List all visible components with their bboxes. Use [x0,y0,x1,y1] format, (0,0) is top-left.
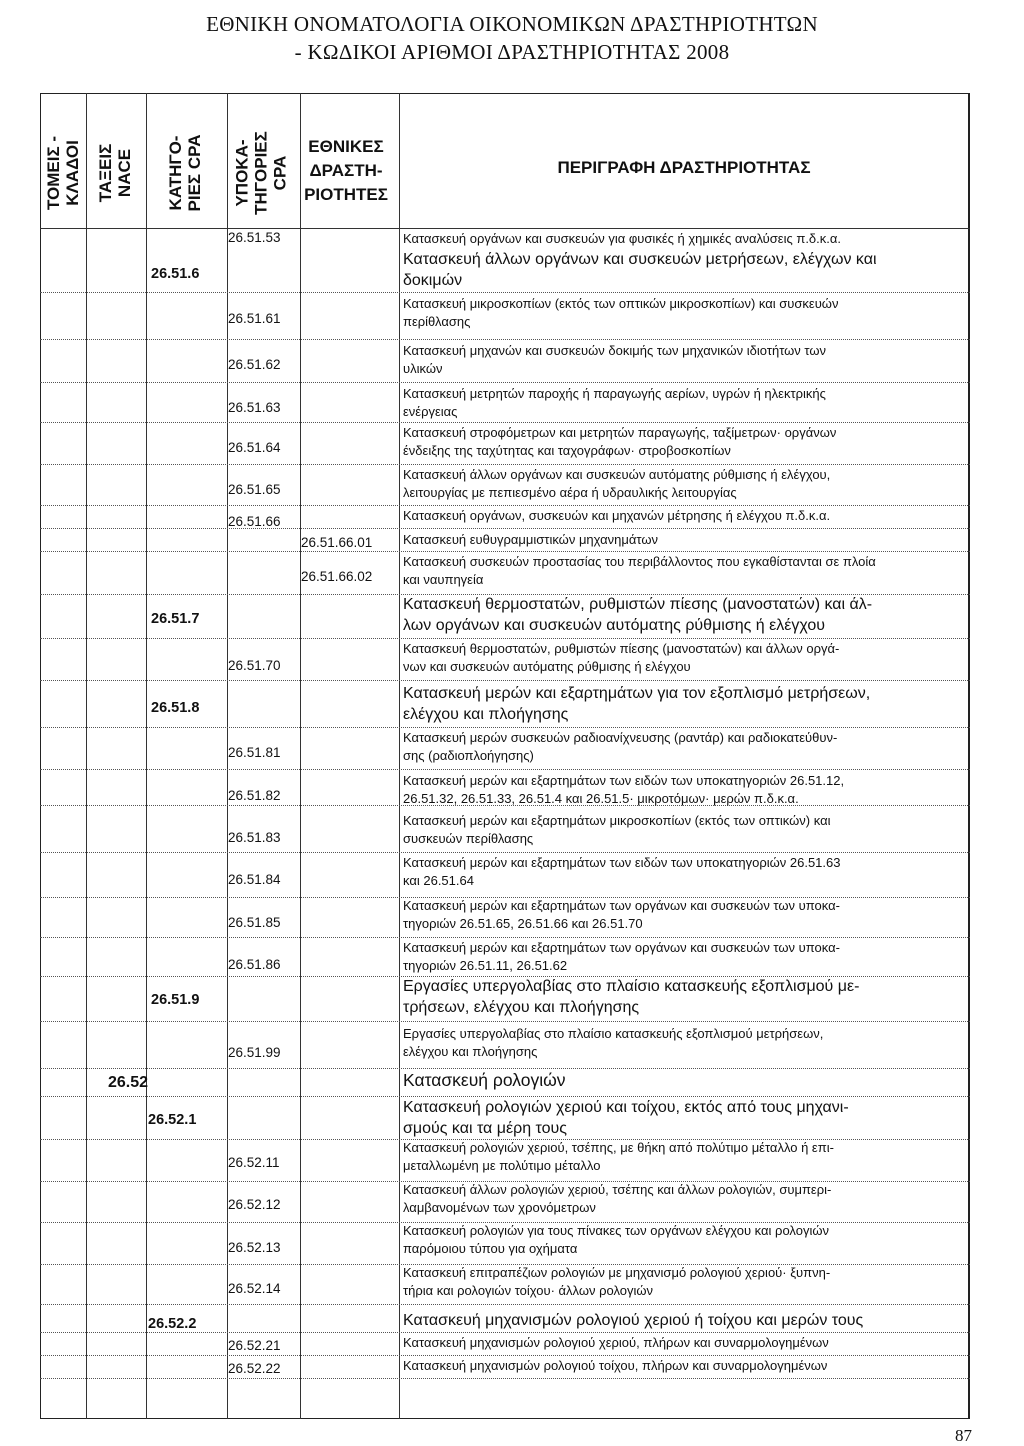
activity-code: 26.52.21 [228,1338,281,1353]
activity-description: Κατασκευή ευθυγραμμιστικών μηχανημάτων [403,532,658,547]
activity-description: Κατασκευή άλλων οργάνων και συσκευών αυτόματης ρύθμισης ή ελέγχου, λειτουργίας με πεπιεσμένο αέρα ή υδραυλικής λειτουργίας [403,467,831,500]
activity-code: 26.51.84 [228,872,281,887]
activity-code: 26.51.85 [228,915,281,930]
activity-code: 26.51.82 [228,788,281,803]
activity-code: 26.51.6 [151,266,200,282]
activity-description: Εργασίες υπεργολαβίας στο πλαίσιο κατασκευής εξοπλισμού μετρήσεων, ελέγχου και πλοήγησης [403,1026,824,1059]
row-separator [40,769,970,770]
row-separator [40,339,970,340]
activity-code: 26.51.66.01 [301,535,373,550]
activity-code: 26.51.70 [228,658,281,673]
row-separator [40,638,970,639]
document-title: ΕΘΝΙΚΗ ΟΝΟΜΑΤΟΛΟΓΙΑ ΟΙΚΟΝΟΜΙΚΩΝ ΔΡΑΣΤΗΡΙΟΤΗΤΩΝ [206,12,818,36]
activity-code: 26.52.11 [228,1155,280,1170]
row-separator [40,505,970,506]
activity-code: 26.51.64 [228,440,281,455]
activity-description: Κατασκευή μερών και εξαρτημάτων για τον εξοπλισμό μετρήσεων, ελέγχου και πλοήγησης [403,685,871,723]
activity-code: 26.51.9 [151,992,200,1008]
row-separator [40,464,970,465]
column-header-taxeis: ΤΑΞΕΙΣ NACE [96,143,134,203]
activity-description: Κατασκευή μικροσκοπίων (εκτός των οπτικών μικροσκοπίων) και συσκευών περίθλασης [403,296,839,329]
row-separator [40,727,970,728]
row-separator [40,1378,970,1379]
activity-description: Κατασκευή μερών συσκευών ραδιοανίχνευσης (ραντάρ) και ραδιοκατεύθυν- σης (ραδιοπλοήγησης) [403,730,838,763]
activity-code: 26.51.62 [228,357,281,372]
activity-description: Κατασκευή μετρητών παροχής ή παραγωγής αερίων, υγρών ή ηλεκτρικής ενέργειας [403,386,826,419]
activity-code: 26.51.81 [228,745,281,760]
row-separator [40,1068,970,1069]
row-separator [40,228,970,229]
activity-description: Κατασκευή άλλων ρολογιών χεριού, τσέπης και άλλων ρολογιών, συμπερι- λαμβανομένων των χρονόμετρων [403,1182,832,1215]
activity-code: 26.51.66 [228,514,281,529]
activity-code: 26.51.66.02 [301,569,373,584]
row-separator [40,680,970,681]
row-separator [40,937,970,938]
activity-code: 26.52.13 [228,1240,281,1255]
activity-code: 26.51.8 [151,700,200,716]
activity-code: 26.51.61 [228,311,281,326]
activity-code: 26.51.7 [151,611,200,627]
activity-description: Κατασκευή ρολογιών χεριού και τοίχου, εκτός από τους μηχανι- σμούς και τα μέρη τους [403,1099,849,1137]
activity-code: 26.51.63 [228,400,281,415]
row-separator [40,1021,970,1022]
activity-code: 26.52.14 [228,1281,281,1296]
row-separator [40,382,970,383]
row-separator [40,551,970,552]
activity-description: Κατασκευή επιτραπέζιων ρολογιών με μηχανισμό ρολογιού χεριού· ξυπνη- τήρια και ρολογιών τοίχου· άλλων ρολογιών [403,1265,831,1298]
column-header-perigrafh: ΠΕΡΙΓΡΑΦΗ ΔΡΑΣΤΗΡΙΟΤΗΤΑΣ [557,158,811,177]
activity-description: Κατασκευή ρολογιών για τους πίνακες των οργάνων ελέγχου και ρολογιών παρόμοιου τύπου για οχήματα [403,1223,829,1256]
activity-description: Κατασκευή μερών και εξαρτημάτων των ειδών των υποκατηγοριών 26.51.63 και 26.51.64 [403,855,841,888]
activity-description: Κατασκευή μερών και εξαρτημάτων των ειδών των υποκατηγοριών 26.51.12, 26.51.32, 26.51.33, 26.51.4 και 26.51.5· μικροτόμων· μερών π.δ.κ.α. [403,773,845,806]
column-header-kathgories: ΚΑΤΗΓΟ- ΡΙΕΣ CPA [166,134,204,212]
activity-description: Κατασκευή μερών και εξαρτημάτων των οργάνων και συσκευών των υποκα- τηγοριών 26.51.65, 26.51.66 και 26.51.70 [403,898,840,931]
activity-code: 26.52.1 [148,1112,197,1128]
activity-description: Κατασκευή άλλων οργάνων και συσκευών μετρήσεων, ελέγχων και δοκιμών [403,251,877,289]
activity-description: Κατασκευή μηχανών και συσκευών δοκιμής των μηχανικών ιδιοτήτων των υλικών [403,343,827,376]
activity-code: 26.51.83 [228,830,281,845]
activity-description: Κατασκευή συσκευών προστασίας του περιβάλλοντος που εγκαθίστανται σε πλοία και ναυπηγεία [403,554,876,587]
activity-code: 26.52.22 [228,1361,281,1376]
row-separator [40,852,970,853]
row-separator [40,422,970,423]
activity-description: Κατασκευή οργάνων, συσκευών και μηχανών μέτρησης ή ελέγχου π.δ.κ.α. [403,508,831,523]
activity-description: Κατασκευή θερμοστατών, ρυθμιστών πίεσης (μανοστατών) και άλ- λων οργάνων και συσκευών αυτόματης ρύθμισης ή ελέγχου [403,596,873,634]
activity-code: 26.52 [108,1074,149,1091]
column-header-ypokathgories: ΥΠΟΚΑ- ΤΗΓΟΡΙΕΣ CPA [232,131,290,215]
column-header-ethnikes: ΕΘΝΙΚΕΣ ΔΡΑΣΤΗ- ΡΙΟΤΗΤΕΣ [304,137,388,204]
activity-code: 26.52.2 [148,1316,197,1332]
activity-description: Κατασκευή μηχανισμών ρολογιού χεριού ή τοίχου και μερών τους [403,1312,864,1329]
row-separator [40,1355,970,1356]
row-separator [40,528,970,529]
activity-description: Κατασκευή μηχανισμών ρολογιού τοίχου, πλήρων και συναρμολογημένων [403,1358,828,1373]
row-separator [40,1304,970,1305]
activity-code: 26.51.65 [228,482,281,497]
row-separator [40,292,970,293]
activity-description: Κατασκευή στροφόμετρων και μετρητών παραγωγής, ταξίμετρων· οργάνων ένδειξης της ταχύτητας και ταχογράφων· στροβοσκοπίων [403,425,837,458]
column-header-tomeis: ΤΟΜΕΙΣ - ΚΛΑΔΟΙ [44,135,82,211]
activity-code: 26.52.12 [228,1197,281,1212]
activity-description: Κατασκευή μερών και εξαρτημάτων μικροσκοπίων (εκτός των οπτικών) και συσκευών περίθλασης [403,813,831,846]
document-subtitle: - ΚΩΔΙΚΟΙ ΑΡΙΘΜΟΙ ΔΡΑΣΤΗΡΙΟΤΗΤΑΣ 2008 [294,40,730,64]
activity-code: 26.51.86 [228,957,281,972]
activity-description: Κατασκευή ρολογιών [403,1070,566,1090]
activity-description: Κατασκευή ρολογιών χεριού, τσέπης, με θήκη από πολύτιμο μέταλλο ή επι- μεταλλωμένη με πολύτιμο μέταλλο [403,1140,834,1173]
activity-code: 26.51.53 [228,230,281,245]
row-separator [40,1332,970,1333]
activity-description: Κατασκευή μηχανισμών ρολογιού χεριού, πλήρων και συναρμολογημένων [403,1335,829,1350]
page-number: 87 [955,1426,972,1445]
activity-description: Κατασκευή μερών και εξαρτημάτων των οργάνων και συσκευών των υποκα- τηγοριών 26.51.11, 26.51.62 [403,940,840,973]
activity-description: Κατασκευή οργάνων και συσκευών για φυσικές ή χημικές αναλύσεις π.δ.κ.α. [403,231,842,246]
activity-description: Κατασκευή θερμοστατών, ρυθμιστών πίεσης (μανοστατών) και άλλων οργά- νων και συσκευών αυτόματης ρύθμισης ή ελέγχου [403,641,840,674]
activity-code: 26.51.99 [228,1045,281,1060]
activity-description: Εργασίες υπεργολαβίας στο πλαίσιο κατασκευής εξοπλισμού με- τρήσεων, ελέγχου και πλοήγησης [403,978,860,1016]
